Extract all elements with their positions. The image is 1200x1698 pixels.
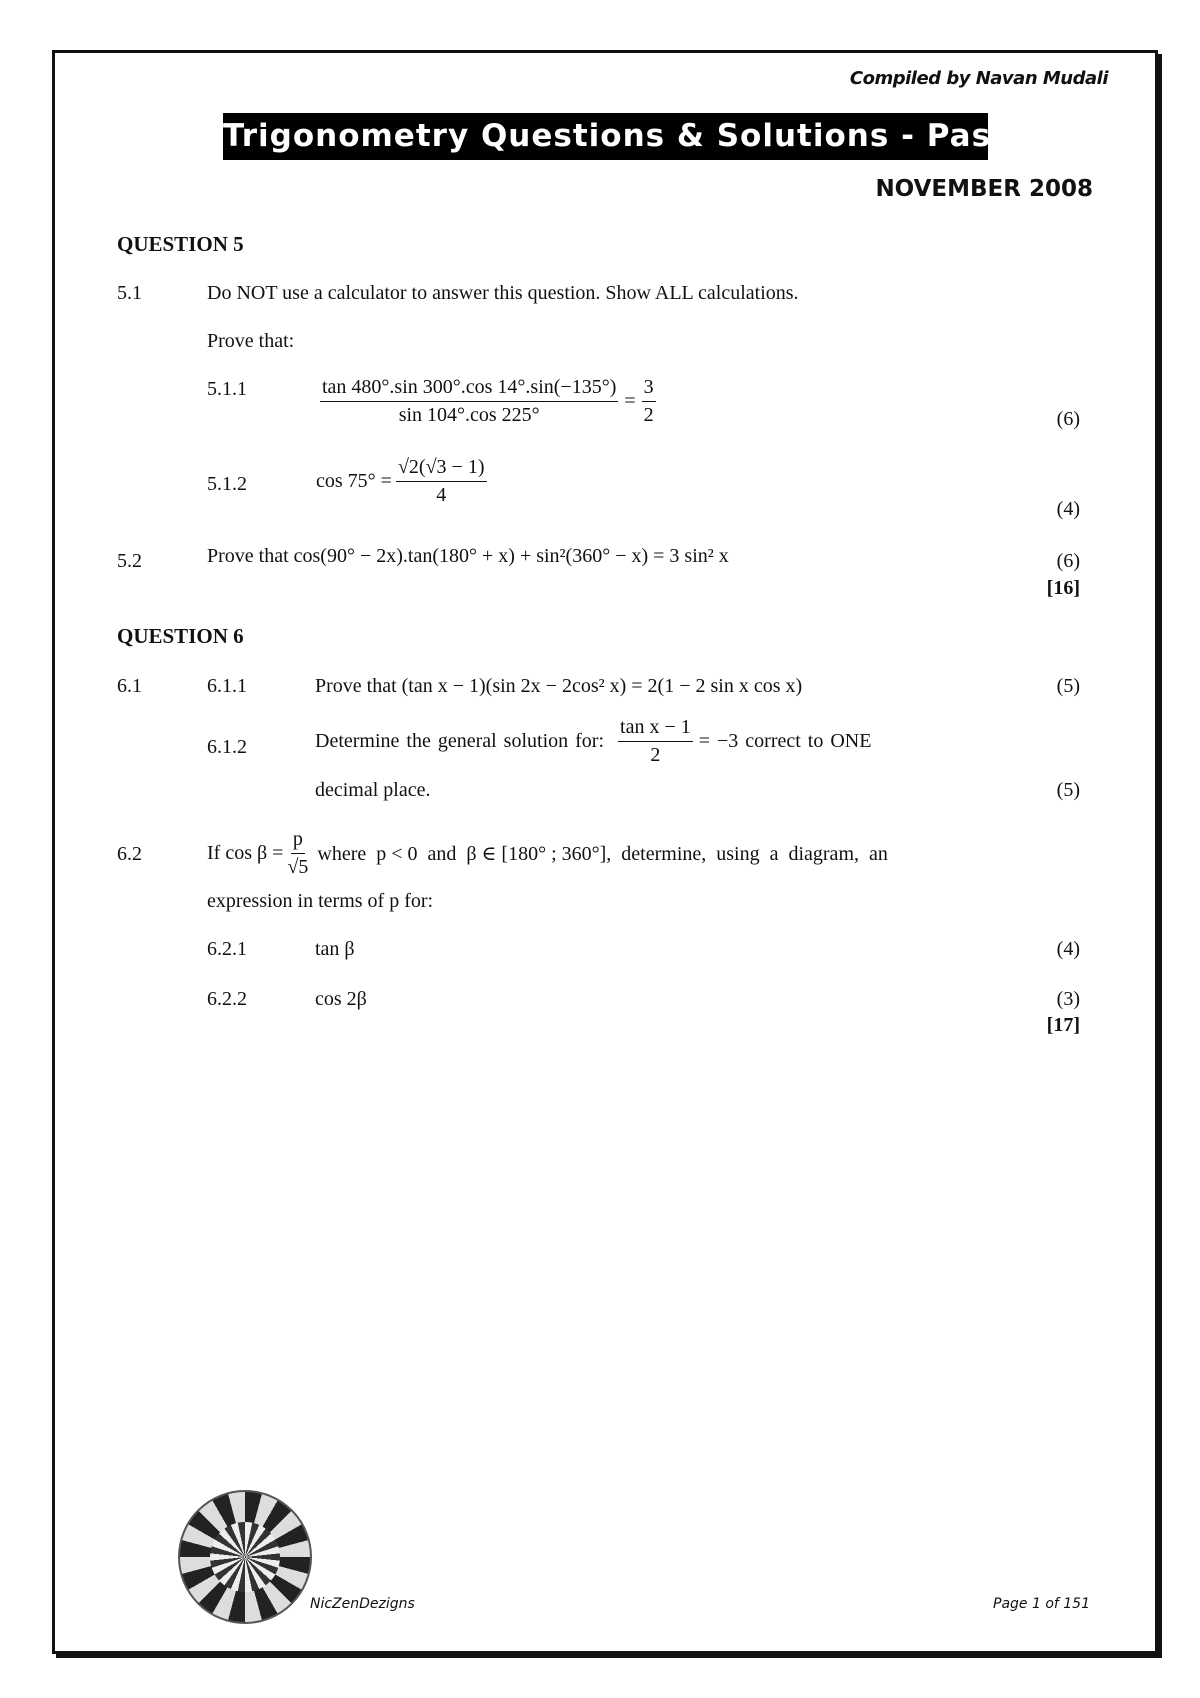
q6-1-1-text: Prove that (tan x − 1)(sin 2x − 2cos² x) = 2(1 − 2 sin x cos x) (315, 675, 803, 697)
exam-date: NOVEMBER 2008 (875, 176, 1093, 202)
q5-1-1-mark: (6) (1056, 408, 1080, 430)
q6-2-1-mark: (4) (1056, 938, 1080, 960)
q6-1-2-denominator: 2 (650, 744, 661, 766)
q6-2-2-text: cos 2β (315, 988, 367, 1010)
q6-2-fraction (287, 828, 308, 879)
q6-total: [17] (1046, 1014, 1080, 1036)
q5-1-number: 5.1 (117, 282, 142, 304)
page-title: Trigonometry Questions & Solutions - Past Papers (223, 113, 988, 160)
q6-1-2-numerator: tan x − 1 (618, 716, 693, 742)
q5-1-2-number: 5.1.2 (207, 473, 247, 495)
q6-1-2-suffix: = −3 correct to ONE (698, 730, 872, 752)
q6-2-suffix: where p < 0 and β ∈ [180° ; 360°], determine, using a diagram, an (312, 843, 888, 865)
q5-1-1-fraction (320, 376, 618, 427)
q6-1-2-mark: (5) (1056, 779, 1080, 801)
q5-1-1-rhs-num: 3 (642, 376, 656, 402)
q6-2-numerator: p (291, 828, 305, 854)
question-6-heading: QUESTION 6 (117, 624, 244, 648)
q5-1-1-expression (316, 376, 660, 427)
q6-1-2-line2: decimal place. (315, 779, 431, 801)
niczen-logo (178, 1490, 312, 1624)
q5-1-2-lhs: cos 75° = (316, 470, 392, 492)
q5-2-number: 5.2 (117, 550, 142, 572)
prove-that-label: Prove that: (207, 330, 295, 352)
q6-2-2-mark: (3) (1056, 988, 1080, 1010)
q6-1-2-fraction (618, 716, 693, 767)
q6-2-1-number: 6.2.1 (207, 938, 247, 960)
q5-1-text: Do NOT use a calculator to answer this question. Show ALL calculations. (207, 282, 799, 304)
q6-1-number: 6.1 (117, 675, 142, 697)
question-5-heading: QUESTION 5 (117, 232, 244, 256)
q5-1-1-equals: = (624, 390, 636, 412)
page-number: Page 1 of 151 (993, 1596, 1090, 1612)
q6-2-prefix: If cos β = (207, 842, 284, 864)
footer-brand: NicZenDezigns (310, 1596, 415, 1612)
q6-1-2-prefix: Determine the general solution for: (315, 730, 605, 752)
q6-1-1-number: 6.1.1 (207, 675, 247, 697)
q5-1-1-rhs (642, 376, 656, 427)
q6-2-line1 (207, 828, 888, 879)
q5-2-text: Prove that cos(90° − 2x).tan(180° + x) + sin²(360° − x) = 3 sin² x (207, 545, 729, 567)
q6-1-2-line1 (315, 716, 871, 767)
q6-2-denominator: √5 (287, 856, 309, 878)
q5-1-2-fraction (396, 456, 487, 507)
compiled-by: Compiled by Navan Mudali (849, 68, 1108, 89)
q5-total: [16] (1046, 577, 1080, 599)
q5-2-mark: (6) (1056, 550, 1080, 572)
q6-2-line2: expression in terms of p for: (207, 890, 434, 912)
q6-2-1-text: tan β (315, 938, 355, 960)
q5-1-2-numerator: √2(√3 − 1) (396, 456, 487, 482)
q5-1-1-number: 5.1.1 (207, 378, 247, 400)
q5-1-1-rhs-den: 2 (643, 404, 654, 426)
q6-1-2-number: 6.1.2 (207, 736, 247, 758)
q5-1-2-mark: (4) (1056, 498, 1080, 520)
q5-1-2-expression (316, 456, 491, 507)
q6-2-2-number: 6.2.2 (207, 988, 247, 1010)
q6-2-number: 6.2 (117, 843, 142, 865)
q5-1-2-denominator: 4 (436, 484, 447, 506)
q5-1-1-denominator: sin 104°.cos 225° (398, 404, 540, 426)
q5-1-1-numerator: tan 480°.sin 300°.cos 14°.sin(−135°) (320, 376, 618, 402)
q6-1-1-mark: (5) (1056, 675, 1080, 697)
